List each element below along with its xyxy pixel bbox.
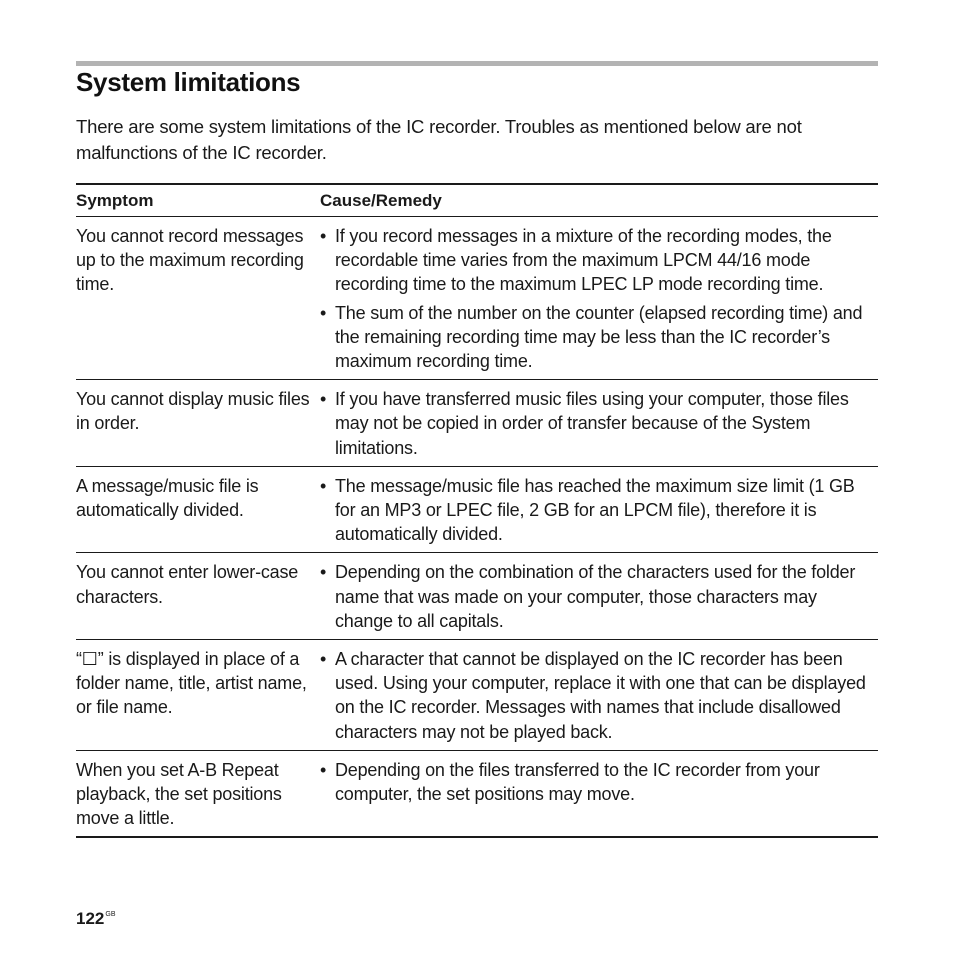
table-row [76, 467, 878, 554]
table-row [76, 640, 878, 751]
bullet-icon: • [320, 475, 327, 496]
cause-item [320, 387, 878, 460]
cause-cell [320, 387, 878, 460]
table-header [76, 185, 878, 217]
symptom-cell: You cannot display music files in order. [76, 389, 310, 434]
page-region-code: GB [105, 911, 116, 918]
table-row [76, 217, 878, 380]
page-number-value: 122 [76, 909, 105, 928]
table-row [76, 380, 878, 467]
intro-paragraph: There are some system limitations of the IC recorder. Troubles as mentioned below are not malfunctions of the IC recorder. [76, 116, 802, 163]
cause-text: Depending on the combination of the characters used for the folder name that was made on your computer, those characters may change to all capitals. [335, 562, 856, 631]
cause-cell [320, 560, 878, 633]
bullet-icon: • [320, 562, 327, 583]
bullet-icon: • [320, 302, 327, 323]
symptom-cell: You cannot record messages up to the maximum recording time. [76, 226, 304, 295]
cause-list [320, 387, 878, 460]
cause-cell [320, 224, 878, 373]
symptom-cell: You cannot enter lower-case characters. [76, 562, 299, 607]
page-title: System limitations [76, 67, 301, 97]
cause-list [320, 224, 878, 373]
cause-list [320, 647, 878, 744]
bullet-icon: • [320, 649, 327, 670]
cause-item [320, 758, 878, 806]
cause-text: The sum of the number on the counter (elapsed recording time) and the remaining recording time may be less than the IC recorder’s maximum recording time. [335, 302, 863, 372]
cause-item [320, 560, 878, 633]
symptom-cell: A message/music file is automatically divided. [76, 475, 259, 521]
page-number [76, 909, 116, 929]
cause-text: The message/music file has reached the maximum size limit (1 GB for an MP3 or LPEC file, 2 GB for an LPCM file), therefore it is automatically divided. [335, 475, 855, 545]
limitations-table [76, 183, 878, 838]
cause-list [320, 560, 878, 633]
symptom-cell: “☐” is displayed in place of a folder name, title, artist name, or file name. [76, 649, 307, 718]
cause-text: If you record messages in a mixture of the recording modes, the recordable time varies from the maximum LPCM 44/16 mode recording time to the maximum LPEC LP mode recording time. [335, 226, 832, 295]
header-symptom: Symptom [76, 190, 154, 210]
cause-item [320, 301, 878, 374]
bullet-icon: • [320, 226, 327, 246]
cause-text: Depending on the files transferred to the IC recorder from your computer, the set positions may move. [335, 759, 820, 805]
bullet-icon: • [320, 759, 327, 780]
symptom-cell: When you set A-B Repeat playback, the set positions move a little. [76, 759, 282, 829]
cause-cell [320, 647, 878, 744]
cause-list [320, 474, 878, 547]
cause-item [320, 224, 878, 297]
table-row [76, 751, 878, 837]
header-cause: Cause/Remedy [320, 190, 442, 210]
table-body [76, 217, 878, 836]
cause-text: If you have transferred music files using your computer, those files may not be copied in order of transfer because of the System limitations. [335, 389, 849, 458]
bullet-icon: • [320, 389, 327, 410]
cause-item [320, 474, 878, 547]
cause-list [320, 758, 878, 806]
cause-cell [320, 758, 878, 831]
cause-item [320, 647, 878, 744]
table-row [76, 553, 878, 640]
cause-cell [320, 474, 878, 547]
cause-text: A character that cannot be displayed on the IC recorder has been used. Using your computer, replace it with one that can be displayed on the IC recorder. Messages with names that include disallowed characters may not be played back. [335, 649, 866, 742]
